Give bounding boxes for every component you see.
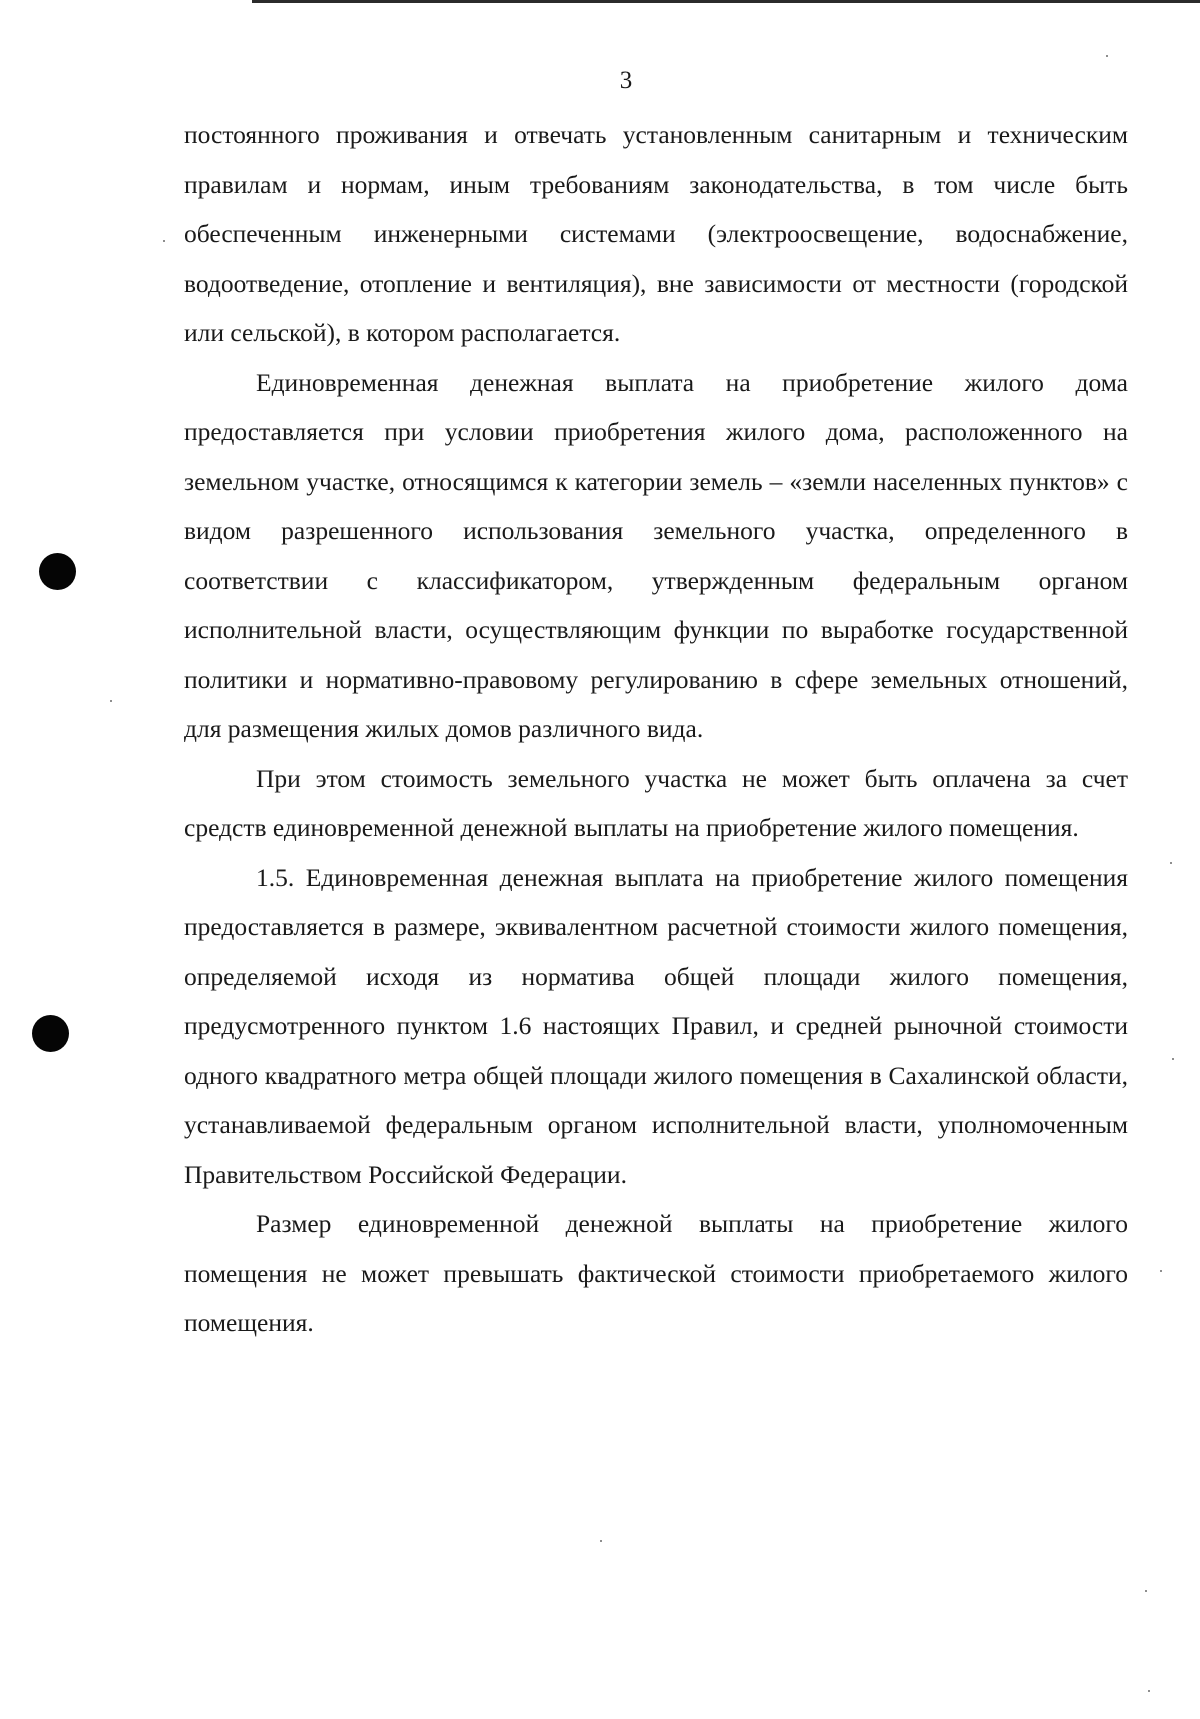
scan-speck <box>163 240 165 242</box>
top-border-line <box>252 0 1200 3</box>
paragraph-payment-limit: Размер единовременной денежной выплаты на приобретение жилого помещения не может превышать фактической стоимости приобретаемого жилого помещения. <box>184 1209 1128 1337</box>
scan-speck <box>1148 1690 1150 1692</box>
punch-hole-top <box>39 553 76 590</box>
punch-hole-bottom <box>32 1015 69 1052</box>
page-number: 3 <box>619 67 633 94</box>
paragraph-land-cost: При этом стоимость земельного участка не может быть оплачена за счет средств единовременной денежной выплаты на приобретение жилого помещения. <box>184 763 1128 842</box>
scan-speck <box>1160 1270 1162 1272</box>
document-body <box>184 110 1128 1348</box>
paragraph-house-payment: Единовременная денежная выплата на приобретение жилого дома предоставляется при условии приобретения жилого дома, расположенного на земельном участке, относящимся к категории земель – «земли населенных пунктов» с видом разрешенного использования земельного участка, определенного в соответствии с классификатором, утвержденным федеральным органом исполнительной власти, осуществляющим функции по выработке государственной политики и нормативно-правовому регулированию в сфере земельных отношений, для размещения жилых домов различного вида. <box>184 367 1128 743</box>
scan-speck <box>1145 1590 1147 1592</box>
scan-speck <box>1106 55 1108 57</box>
scan-speck <box>1170 862 1172 864</box>
scan-speck <box>1172 1058 1174 1060</box>
paragraph-continuation: постоянного проживания и отвечать установленным санитарным и техническим правилам и нормам, иным требованиям законодательства, в том числе быть обеспеченным инженерными системами (электроосвещение, водоснабжение, водоотведение, отопление и вентиляция), вне зависимости от местности (городской или сельской), в котором располагается. <box>184 120 1128 347</box>
scan-speck <box>600 1540 602 1542</box>
paragraph-clause-1-5: 1.5. Единовременная денежная выплата на приобретение жилого помещения предоставляется в размере, эквивалентном расчетной стоимости жилого помещения, определяемой исходя из норматива общей площади жилого помещения, предусмотренного пунктом 1.6 настоящих Правил, и средней рыночной стоимости одного квадратного метра общей площади жилого помещения в Сахалинской области, устанавливаемой федеральным органом исполнительной власти, уполномоченным Правительством Российской Федерации. <box>184 862 1128 1189</box>
scan-speck <box>110 700 112 702</box>
